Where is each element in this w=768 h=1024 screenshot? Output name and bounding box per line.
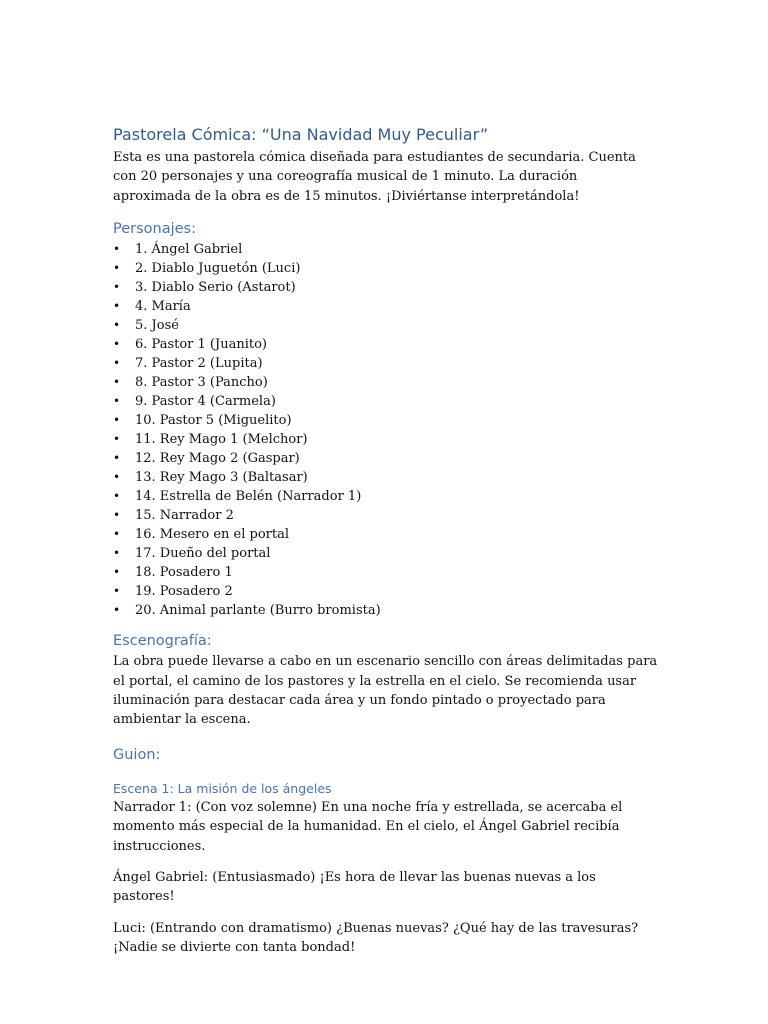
list-item: • 14. Estrella de Belén (Narrador 1)	[113, 489, 362, 505]
list-item: • 9. Pastor 4 (Carmela)	[113, 394, 276, 410]
document-title: Pastorela Cómica: “Una Navidad Muy Peculiar”	[113, 125, 489, 144]
bullet-icon: •	[113, 508, 121, 523]
list-item: • 11. Rey Mago 1 (Melchor)	[113, 432, 308, 448]
bullet-icon: •	[113, 489, 121, 504]
list-item: • 15. Narrador 2	[113, 508, 234, 524]
list-item: • 10. Pastor 5 (Miguelito)	[113, 413, 292, 429]
bullet-icon: •	[113, 318, 121, 333]
list-item: • 3. Diablo Serio (Astarot)	[113, 280, 296, 296]
characters-heading: Personajes:	[113, 221, 196, 238]
bullet-icon: •	[113, 299, 121, 314]
bullet-icon: •	[113, 356, 121, 371]
list-item: • 7. Pastor 2 (Lupita)	[113, 356, 263, 372]
bullet-icon: •	[113, 584, 121, 599]
bullet-icon: •	[113, 603, 121, 618]
bullet-icon: •	[113, 470, 121, 485]
list-item: • 2. Diablo Juguetón (Luci)	[113, 261, 301, 277]
scene-1-line-luci: Luci: (Entrando con dramatismo) ¿Buenas nuevas? ¿Qué hay de las travesuras? ¡Nadie se divierte con tanta bondad!	[113, 920, 639, 956]
list-item: • 18. Posadero 1	[113, 565, 233, 581]
intro-paragraph: Esta es una pastorela cómica diseñada para estudiantes de secundaria. Cuenta con 20 personajes y una coreografía musical de 1 minuto. La duración aproximada de la obra es de 15 minutos. ¡Diviértanse interpretándola!	[113, 150, 636, 204]
list-item: • 8. Pastor 3 (Pancho)	[113, 375, 268, 391]
scenery-heading: Escenografía:	[113, 633, 212, 650]
bullet-icon: •	[113, 261, 121, 276]
bullet-icon: •	[113, 337, 121, 352]
scene-1-line-narrator: Narrador 1: (Con voz solemne) En una noche fría y estrellada, se acercaba el momento más especial de la humanidad. En el cielo, el Ángel Gabriel recibía instrucciones.	[113, 799, 623, 854]
list-item: • 5. José	[113, 318, 179, 334]
list-item: • 1. Ángel Gabriel	[113, 242, 243, 258]
bullet-icon: •	[113, 432, 121, 447]
script-heading: Guion:	[113, 746, 161, 763]
list-item: • 20. Animal parlante (Burro bromista)	[113, 603, 381, 619]
list-item: • 13. Rey Mago 3 (Baltasar)	[113, 470, 308, 486]
scenery-paragraph: La obra puede llevarse a cabo en un escenario sencillo con áreas delimitadas para el portal, el camino de los pastores y la estrella en el cielo. Se recomienda usar iluminación para destacar cada área y un fondo pintado o proyectado para ambientar la escena.	[113, 654, 658, 728]
document-page	[113, 122, 658, 958]
bullet-icon: •	[113, 242, 121, 257]
bullet-icon: •	[113, 451, 121, 466]
bullet-icon: •	[113, 527, 121, 542]
list-item: • 16. Mesero en el portal	[113, 527, 290, 543]
list-item: • 4. María	[113, 299, 191, 315]
list-item: • 17. Dueño del portal	[113, 546, 271, 562]
bullet-icon: •	[113, 280, 121, 295]
bullet-icon: •	[113, 375, 121, 390]
bullet-icon: •	[113, 413, 121, 428]
bullet-icon: •	[113, 394, 121, 409]
list-item: • 19. Posadero 2	[113, 584, 233, 600]
bullet-icon: •	[113, 565, 121, 580]
characters-list	[113, 240, 658, 620]
bullet-icon: •	[113, 546, 121, 561]
scene-1-heading: Escena 1: La misión de los ángeles	[113, 780, 332, 796]
list-item: • 12. Rey Mago 2 (Gaspar)	[113, 451, 300, 467]
list-item: • 6. Pastor 1 (Juanito)	[113, 337, 267, 353]
scene-1-line-angel: Ángel Gabriel: (Entusiasmado) ¡Es hora de llevar las buenas nuevas a los pastores!	[113, 870, 596, 905]
